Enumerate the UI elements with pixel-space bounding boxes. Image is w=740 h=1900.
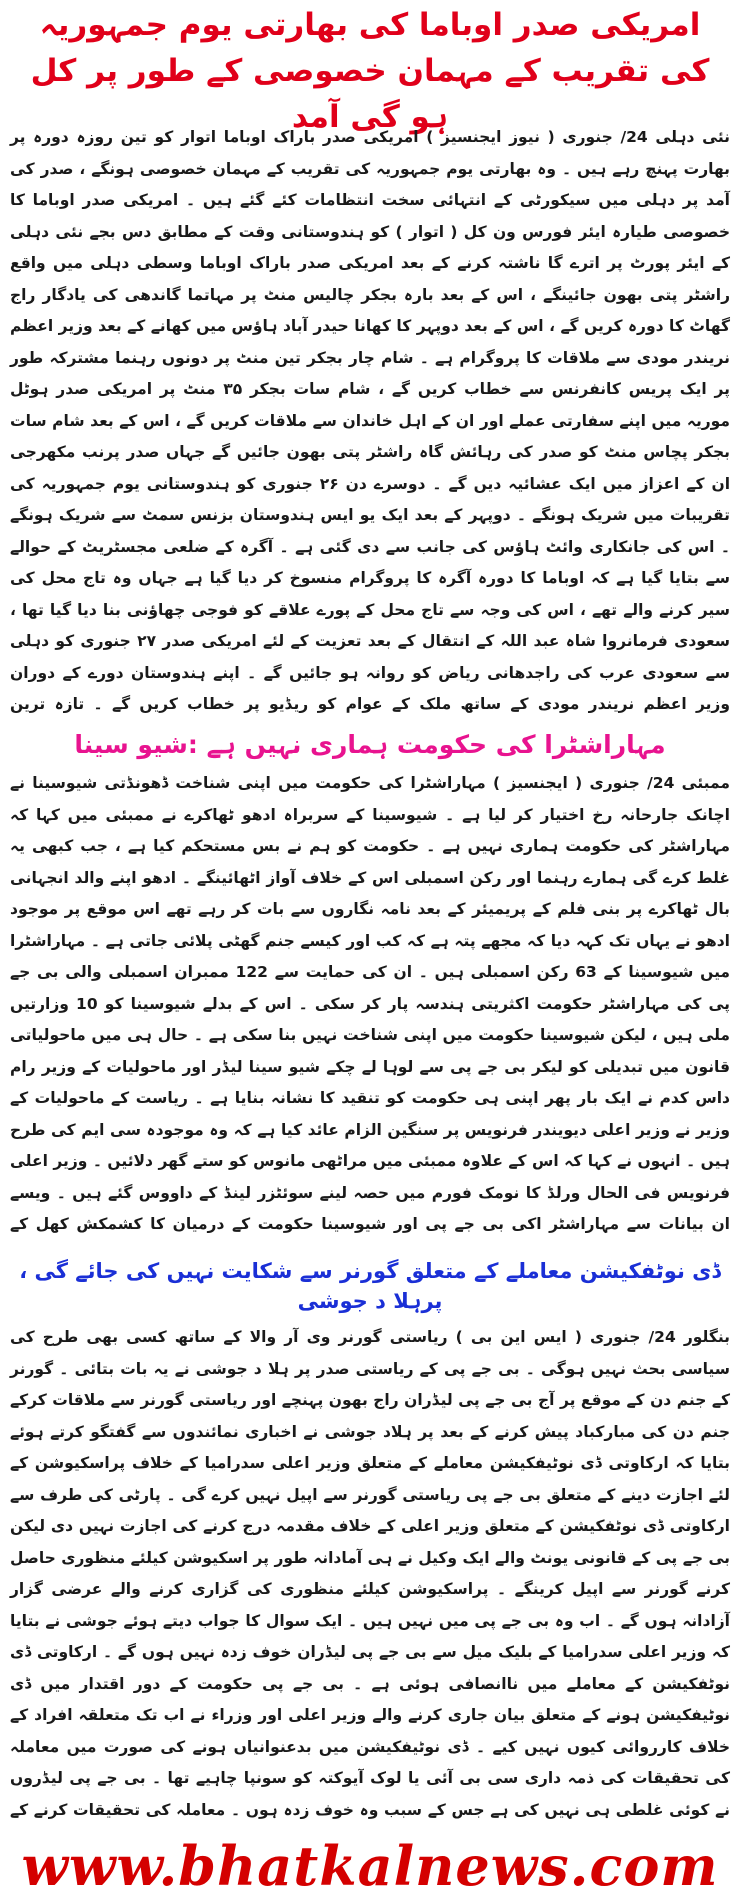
article-1-headline: امریکی صدر اوباما کی بھارتی یوم جمہوریہ کی تقریب کے مہمان خصوصی کے طور پر کل ہو گی آمد <box>30 7 710 135</box>
article-2-headline: مہاراشٹرا کی حکومت ہماری نہیں ہے :شیو سینا <box>74 730 666 759</box>
article-2-body: ممبئی 24/ جنوری ( ایجنسیز ) مہاراشٹرا کی حکومت میں اپنی شناخت ڈھونڈتی شیوسینا نے اچانک جارحانہ رخ اختیار کر لیا ہے ۔ شیوسینا کے سربراہ ادھو ٹھاکرے نے ممبئی میں کہا کہ مہاراشٹر کی حکومت ہماری نہیں ہے ۔ حکومت کو ہم نے بس مستحکم کیا ہے ، جب کبھی یہ غلط کرے گی ہمارے رہنما اور رکن اسمبلی اس کے خلاف آواز اٹھائینگے ۔ ادھو اپنے والد انجہانی بال ٹھاکرے پر بنی فلم کے پریمیئر کے بعد نامہ نگاروں سے بات کر رہے تھے اس موقع پر موجود ادھو نے یہاں تک کہہ دیا کہ مجھے پتہ ہے کہ کب اور کیسے جنم گھٹی پلائی جاتی ہے ۔ مہاراشٹرا میں شیوسینا کے 63 رکن اسمبلی ہیں ۔ ان کی حمایت سے 122 ممبران اسمبلی والی بی جے پی کی مہاراشٹر حکومت اکثریتی ہندسہ پار کر سکی ۔ اس کے بدلے شیوسینا کو 10 وزارتیں ملی ہیں ، لیکن شیوسینا حکومت میں اپنی شناخت نہیں بنا سکی ہے ۔ حال ہی میں ماحولیاتی قانون میں تبدیلی کو لیکر بی جے پی سے لوہا لے چکے شیو سینا لیڈر اور ماحولیات کے وزیر رام داس کدم نے ایک بار پھر اپنی ہی حکومت کو تنقید کا نشانہ بنایا ہے ۔ ریاست کے ماحولیات کے وزیر نے وزیر اعلی دیویندر فرنویس پر سنگین الزام عائد کیا ہے کہ وہ موجودہ سی ایم کی طرح ہیں ۔ انہوں نے کہا کہ اس کے علاوہ ممبئی میں مراٹھی مانوس کو ستے گھر دلائیں ۔ وزیر اعلی فرنویس فی الحال ورلڈ کا نومک فورم میں حصہ لینے سوئٹزر لینڈ کے داووس گئے ہیں ۔ ویسے ان بیانات سے مہاراشٹر اکی بی جے پی اور شیوسینا حکومت کے درمیان کا کشمکش کھل کے <box>10 774 730 1233</box>
article-3-headline: ڈی نوٹفکیشن معاملے کے متعلق گورنر سے شکایت نہیں کی جائے گی ، پرہلا د جوشی <box>19 1259 721 1313</box>
article-3-body: بنگلور 24/ جنوری ( ایس این بی ) ریاستی گورنر وی آر والا کے ساتھ کسی بھی طرح کی سیاسی بحث نہیں ہوگی ۔ بی جے پی کے ریاستی صدر پر ہلا د جوشی نے یہ بات بتائی ۔ گورنر کے جنم دن کے موقع پر آج بی جے پی لیڈران راج بھون پہنچے اور ریاستی گورنر سے ملاقات کرکے جنم دن کی مبارکباد پیش کرنے کے بعد پر ہلاد جوشی نے اخباری نمائندوں سے گفتگو کرتے ہوئے بتایا کہ ارکاوتی ڈی نوٹیفکیشن معاملے کے متعلق وزیر اعلی سدرامیا کے خلاف پراسکیوشن کے لئے اجازت دینے کے متعلق بی جے پی ریاستی گورنر سے اپیل نہیں کرے گی ۔ پارٹی کی طرف سے ارکاوتی ڈی نوٹفکیشن کے متعلق وزیر اعلی کے خلاف مقدمہ درج کرنے کی اجازت نہیں دی لیکن بی جے پی کے قانونی یونٹ والے ایک وکیل نے ہی آمادانہ طور پر اسکیوشن کیلئے منظوری حاصل کرنے گورنر سے اپیل کرینگے ۔ پراسکیوشن کیلئے منظوری کی گزاری کرنے والے عرضی گزار آزادانہ ہوں گے ۔ اب وہ بی جے پی میں نہیں ہیں ۔ ایک سوال کا جواب دیتے ہوئے جوشی نے بتایا کہ وزیر اعلی سدرامیا کے بلیک میل سے بی جے پی لیڈران خوف زدہ نہیں ہوں گے ۔ ارکاوتی ڈی نوٹفکیشن کے معاملے میں ناانصافی ہوئی ہے ۔ بی جے پی حکومت کے دور اقتدار میں ڈی نوٹیفکیشن ہونے کے متعلق بیان جاری کرنے والے وزیر اعلی اور وزراء نے اب تک متعلقہ افراد کے خلاف کارروائی کیوں نہیں کیے ۔ ڈی نوٹیفکیشن میں بدعنوانیاں ہونے کی صورت میں معاملہ کی تحقیقات کی ذمہ داری سی بی آئی یا لوک آیوکتہ کو سونپا چاہیے تھا ۔ بی جے پی لیڈروں نے کوئی غلطی ہی نہیں کی ہے جس کے سبب وہ خوف زدہ ہوں ۔ معاملہ کی تحقیقات کرنے کے <box>10 1328 730 1819</box>
site-watermark: www.bhatkalnews.com <box>21 1834 719 1898</box>
article-1-body: نئی دہلی 24/ جنوری ( نیوز ایجنسیز ) امریکی صدر باراک اوباما اتوار کو تین روزہ دورہ پر بھارت پہنچ رہے ہیں ۔ وہ بھارتی یوم جمہوریہ کی تقریب کے مہمان خصوصی ہونگے ، صدر کی آمد پر دہلی میں سیکورٹی کے انتہائی سخت انتظامات کئے گئے ہیں ۔ امریکی صدر اوباما کا خصوصی طیارہ ایئر فورس ون کل ( اتوار ) کو ہندوستانی وقت کے مطابق دس بجے نئی دہلی کے ایئر پورٹ پر اترے گا ناشتہ کرنے کے بعد امریکی صدر باراک اوباما وسطی دہلی میں واقع راشٹر پتی بھون جائینگے ، اس کے بعد بارہ بجکر چالیس منٹ پر مہاتما گاندھی کی یادگار راج گھاٹ کا دورہ کریں گے ، اس کے بعد دوپہر کا کھانا حیدر آباد ہاؤس میں کھانے کے بعد وزیر اعظم نریندر مودی سے ملاقات کا پروگرام ہے ۔ شام چار بجکر تین منٹ پر دونوں رہنما مشترکہ طور پر ایک پریس کانفرنس سے خطاب کریں گے ، شام سات بجکر ۳۵ منٹ پر امریکی صدر ہوٹل موریہ میں اپنے سفارتی عملے اور ان کے اہل خاندان سے ملاقات کریں گے ، اس کے بعد شام سات بجکر پچاس منٹ کو صدر کی رہائش گاہ راشٹر پتی بھون جائیں گے جہاں صدر پرنب مکھرجی ان کے اعزاز میں ایک عشائیہ دیں گے ۔ دوسرے دن ۲۶ جنوری کو ہندوستانی یوم جمہوریہ کی تقریبات میں شریک ہونگے ۔ دوپہر کے بعد ایک یو ایس ہندوستان بزنس سمٹ سے شریک ہونگے ۔ اس کی جانکاری وائٹ ہاؤس کی جانب سے دی گئی ہے ۔ آگرہ کے ضلعی مجسٹریٹ کے حوالے سے بتایا گیا ہے کہ اوباما کا دورہ آگرہ کا پروگرام منسوخ کر دیا گیا ہے جہاں وہ تاج محل کی سیر کرنے والے تھے ، اس کی وجہ سے تاج محل کے پورے علاقے کو فوجی چھاؤنی بنا دیا گیا تھا ، سعودی فرمانروا شاہ عبد اللہ کے انتقال کے بعد تعزیت کے لئے امریکی صدر ۲۷ جنوری کو دہلی سے سعودی عرب کی راجدھانی ریاض کو روانہ ہو جائیں گے ۔ اپنے ہندوستان دورے کے دوران وزیر اعظم نریندر مودی کے ساتھ ملک کے عوام کو ریڈیو پر خطاب کریں گے ۔ تازہ ترین <box>10 128 731 713</box>
